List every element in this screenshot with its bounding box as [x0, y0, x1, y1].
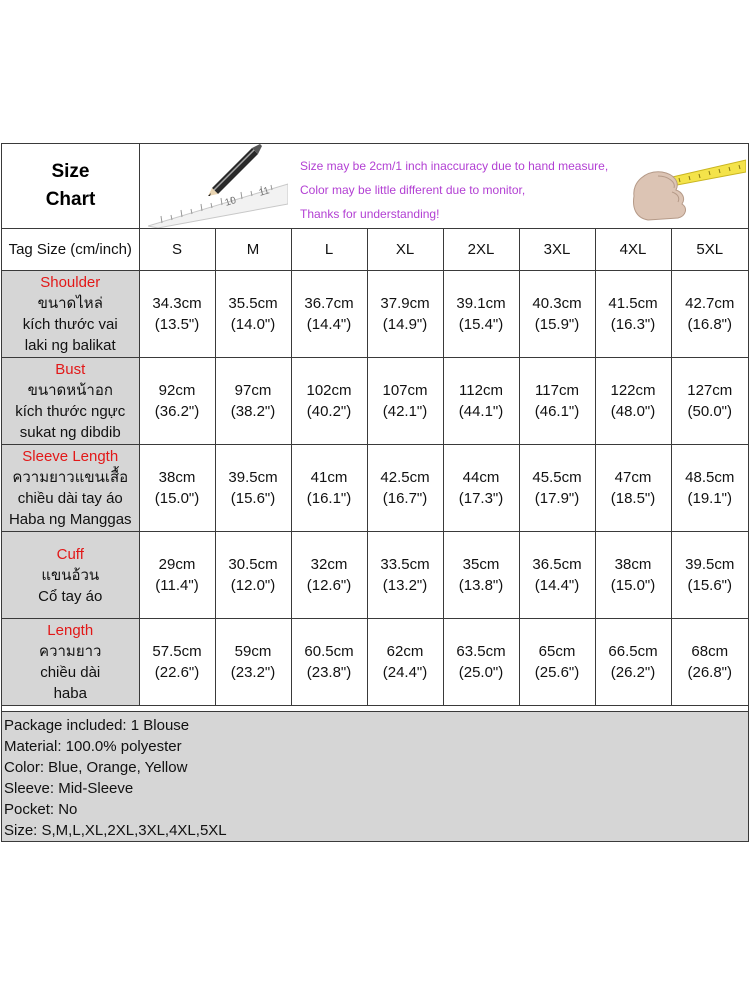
value-inch: (40.2")	[306, 403, 352, 420]
value-inch: (15.0")	[610, 577, 656, 594]
shoulder-value-l	[291, 271, 367, 358]
value-cm: 42.5cm	[380, 469, 430, 486]
cuff-value-4xl	[595, 532, 671, 619]
sleeve-length-value-l	[291, 445, 367, 532]
value-inch: (15.4")	[458, 316, 504, 333]
value-inch: (23.2")	[230, 664, 276, 681]
bust-label-en: Bust	[55, 361, 86, 378]
size-header-row	[2, 229, 748, 271]
length-value-l	[291, 619, 367, 706]
sleeve-length-value-xl	[367, 445, 443, 532]
value-inch: (12.6")	[306, 577, 352, 594]
value-cm: 92cm	[158, 382, 196, 399]
sleeve-length-value-5xl	[671, 445, 748, 532]
value-cm: 45.5cm	[532, 469, 582, 486]
sleeve-length-value-2xl	[443, 445, 519, 532]
cuff-value-m	[215, 532, 291, 619]
cuff-label-translation: Cổ tay áo	[38, 587, 103, 605]
length-value-2xl	[443, 619, 519, 706]
cuff-value-2xl	[443, 532, 519, 619]
bust-value-5xl	[671, 358, 748, 445]
size-3xl: 3XL	[519, 229, 595, 271]
value-inch: (26.2")	[610, 664, 656, 681]
value-cm: 36.7cm	[304, 295, 354, 312]
measurement-notes	[300, 154, 608, 226]
package-sleeve: Sleeve: Mid-Sleeve	[4, 780, 134, 797]
value-inch: (18.5")	[610, 490, 656, 507]
size-5xl: 5XL	[671, 229, 748, 271]
value-inch: (46.1")	[534, 403, 580, 420]
value-cm: 57.5cm	[152, 643, 202, 660]
value-cm: 117cm	[535, 382, 579, 399]
shoulder-value-3xl	[519, 271, 595, 358]
bust-value-xl	[367, 358, 443, 445]
size-table	[2, 229, 748, 706]
chart-title	[2, 144, 140, 228]
note-line-2: Color may be little different due to monitor,	[300, 183, 526, 197]
value-cm: 44cm	[462, 469, 500, 486]
package-pocket: Pocket: No	[4, 801, 78, 818]
value-cm: 39.1cm	[456, 295, 506, 312]
value-cm: 62cm	[386, 643, 424, 660]
cuff-label	[2, 532, 139, 619]
size-l: L	[291, 229, 367, 271]
row-shoulder	[2, 271, 748, 358]
sleeve-length-label-en: Sleeve Length	[22, 448, 119, 465]
shoulder-label	[2, 271, 139, 358]
value-inch: (12.0")	[230, 577, 276, 594]
row-cuff	[2, 532, 748, 619]
chart-header	[2, 144, 748, 229]
measurement-note-area	[140, 144, 748, 228]
value-inch: (14.4")	[534, 577, 580, 594]
sleeve-length-value-m	[215, 445, 291, 532]
cuff-value-5xl	[671, 532, 748, 619]
value-cm: 41cm	[310, 469, 348, 486]
value-cm: 35cm	[462, 556, 500, 573]
value-inch: (14.0")	[230, 316, 276, 333]
shoulder-value-s	[139, 271, 215, 358]
value-inch: (14.9")	[382, 316, 428, 333]
length-label	[2, 619, 139, 706]
hand-measuring-tape-icon	[628, 152, 746, 222]
shoulder-value-5xl	[671, 271, 748, 358]
sleeve-length-value-s	[139, 445, 215, 532]
shoulder-value-m	[215, 271, 291, 358]
bust-value-s	[139, 358, 215, 445]
row-length	[2, 619, 748, 706]
value-cm: 102cm	[306, 382, 352, 399]
value-inch: (48.0")	[610, 403, 656, 420]
value-cm: 38cm	[158, 469, 196, 486]
value-cm: 38cm	[614, 556, 652, 573]
size-4xl: 4XL	[595, 229, 671, 271]
package-sizes: Size: S,M,L,XL,2XL,3XL,4XL,5XL	[4, 822, 227, 839]
value-cm: 42.7cm	[685, 295, 735, 312]
note-line-1: Size may be 2cm/1 inch inaccuracy due to hand measure,	[300, 159, 609, 173]
value-cm: 33.5cm	[380, 556, 430, 573]
value-inch: (25.6")	[534, 664, 580, 681]
length-value-xl	[367, 619, 443, 706]
value-cm: 66.5cm	[608, 643, 658, 660]
sleeve-length-label-translation: Haba ng Manggas	[8, 511, 132, 528]
package-material: Material: 100.0% polyester	[4, 738, 182, 755]
cuff-value-xl	[367, 532, 443, 619]
ruler-number-11: 11	[257, 185, 271, 199]
value-cm: 39.5cm	[228, 469, 278, 486]
value-cm: 37.9cm	[380, 295, 430, 312]
shoulder-label-translation: ขนาดไหล่	[37, 295, 103, 312]
value-cm: 30.5cm	[228, 556, 278, 573]
length-label-translation: ความยาว	[39, 643, 102, 660]
row-sleeve-length	[2, 445, 748, 532]
value-inch: (13.8")	[458, 577, 504, 594]
chart-title-line2: Chart	[45, 189, 96, 210]
ruler-number-10: 10	[223, 195, 238, 209]
length-value-4xl	[595, 619, 671, 706]
note-line-3: Thanks for understanding!	[300, 207, 440, 221]
value-cm: 97cm	[234, 382, 272, 399]
shoulder-label-translation: laki ng balikat	[24, 337, 116, 354]
size-xl: XL	[367, 229, 443, 271]
tag-size-label: Tag Size (cm/inch)	[2, 229, 139, 271]
value-inch: (15.0")	[154, 490, 200, 507]
value-inch: (11.4")	[155, 577, 199, 594]
sleeve-length-value-3xl	[519, 445, 595, 532]
size-s: S	[139, 229, 215, 271]
package-included: Package included: 1 Blouse	[4, 717, 190, 734]
value-inch: (44.1")	[458, 403, 504, 420]
sleeve-length-value-4xl	[595, 445, 671, 532]
bust-value-m	[215, 358, 291, 445]
cuff-label-en: Cuff	[56, 545, 84, 563]
sleeve-length-label-translation: ความยาวแขนเสื้อ	[12, 469, 129, 486]
sleeve-length-label	[2, 445, 139, 532]
value-cm: 47cm	[614, 469, 652, 486]
value-inch: (16.8")	[687, 316, 732, 333]
shoulder-label-en: Shoulder	[40, 274, 101, 291]
length-label-en: Length	[47, 622, 94, 639]
value-inch: (19.1")	[687, 490, 732, 507]
value-inch: (16.7")	[382, 490, 428, 507]
value-cm: 32cm	[310, 556, 348, 573]
size-m: M	[215, 229, 291, 271]
value-cm: 122cm	[610, 382, 656, 399]
value-cm: 107cm	[382, 382, 428, 399]
pencil-ruler-icon	[148, 144, 288, 228]
bust-value-l	[291, 358, 367, 445]
value-inch: (15.6")	[230, 490, 276, 507]
value-cm: 36.5cm	[532, 556, 582, 573]
chart-title-line1: Size	[51, 161, 90, 182]
value-inch: (36.2")	[154, 403, 200, 420]
value-inch: (42.1")	[382, 403, 428, 420]
value-inch: (14.4")	[306, 316, 352, 333]
value-cm: 40.3cm	[532, 295, 582, 312]
value-cm: 60.5cm	[304, 643, 354, 660]
value-cm: 127cm	[687, 382, 733, 399]
value-cm: 48.5cm	[685, 469, 735, 486]
shoulder-value-xl	[367, 271, 443, 358]
cuff-label-translation: แขนอ้วน	[41, 566, 100, 584]
value-inch: (16.3")	[610, 316, 656, 333]
value-inch: (23.8")	[306, 664, 352, 681]
row-bust	[2, 358, 748, 445]
value-inch: (22.6")	[154, 664, 200, 681]
bust-value-3xl	[519, 358, 595, 445]
bust-label-translation: kích thước ngực	[15, 403, 126, 420]
cuff-value-3xl	[519, 532, 595, 619]
length-label-translation: haba	[53, 685, 87, 702]
value-inch: (17.3")	[458, 490, 504, 507]
value-cm: 41.5cm	[608, 295, 658, 312]
package-color: Color: Blue, Orange, Yellow	[4, 759, 188, 776]
value-cm: 29cm	[158, 556, 196, 573]
value-inch: (15.9")	[534, 316, 580, 333]
value-inch: (26.8")	[687, 664, 732, 681]
sleeve-length-label-translation: chiều dài tay áo	[17, 490, 123, 507]
value-inch: (25.0")	[458, 664, 504, 681]
value-inch: (16.1")	[306, 490, 352, 507]
value-inch: (13.5")	[154, 316, 200, 333]
length-value-m	[215, 619, 291, 706]
bust-label-translation: sukat ng dibdib	[19, 424, 121, 441]
length-label-translation: chiều dài	[40, 664, 101, 681]
value-cm: 34.3cm	[152, 295, 202, 312]
length-value-3xl	[519, 619, 595, 706]
cuff-value-s	[139, 532, 215, 619]
value-cm: 63.5cm	[456, 643, 506, 660]
value-inch: (17.9")	[534, 490, 580, 507]
value-inch: (24.4")	[382, 664, 428, 681]
bust-value-4xl	[595, 358, 671, 445]
bust-label	[2, 358, 139, 445]
value-cm: 65cm	[538, 643, 576, 660]
value-inch: (13.2")	[382, 577, 428, 594]
value-inch: (50.0")	[687, 403, 732, 420]
length-value-5xl	[671, 619, 748, 706]
value-inch: (15.6")	[687, 577, 732, 594]
bust-label-translation: ขนาดหน้าอก	[27, 382, 113, 399]
value-cm: 39.5cm	[685, 556, 735, 573]
value-inch: (38.2")	[230, 403, 276, 420]
package-info	[2, 711, 748, 841]
shoulder-label-translation: kích thước vai	[22, 316, 118, 333]
shoulder-value-4xl	[595, 271, 671, 358]
length-value-s	[139, 619, 215, 706]
shoulder-value-2xl	[443, 271, 519, 358]
size-chart	[1, 143, 749, 842]
value-cm: 59cm	[234, 643, 272, 660]
size-2xl: 2XL	[443, 229, 519, 271]
bust-value-2xl	[443, 358, 519, 445]
value-cm: 112cm	[459, 382, 503, 399]
cuff-value-l	[291, 532, 367, 619]
value-cm: 68cm	[691, 643, 729, 660]
value-cm: 35.5cm	[228, 295, 278, 312]
